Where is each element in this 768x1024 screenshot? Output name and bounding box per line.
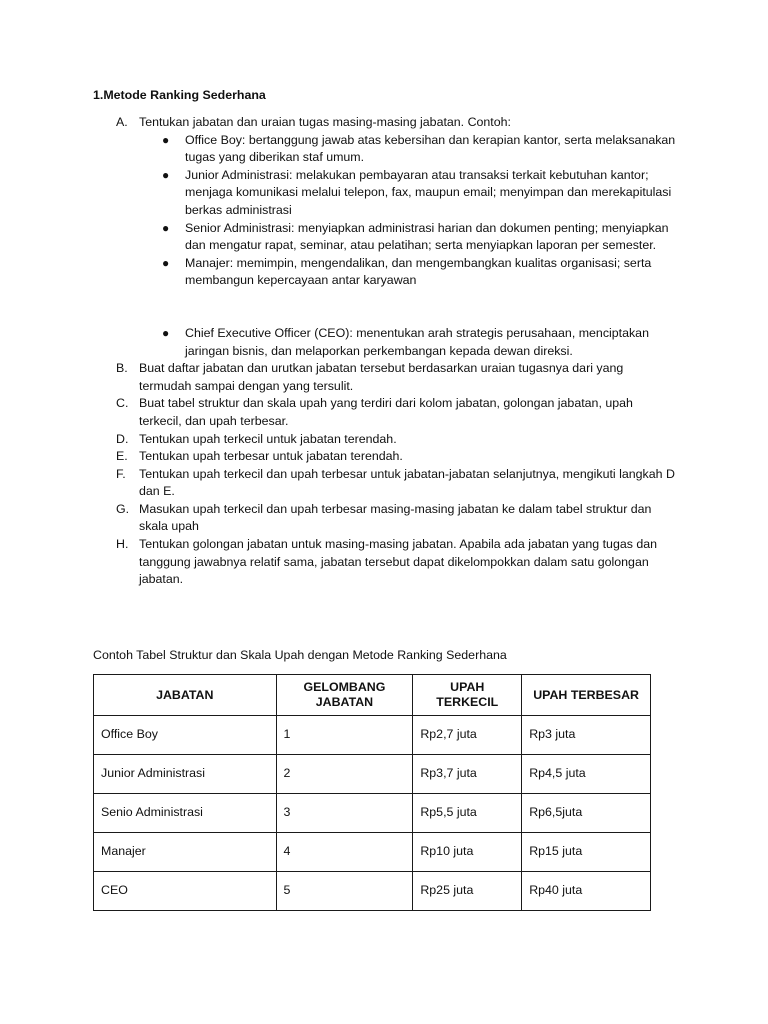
list-item <box>139 167 676 220</box>
table-cell: 1 <box>276 716 413 755</box>
table-cell: Rp2,7 juta <box>413 716 522 755</box>
column-header: UPAH TERKECIL <box>413 675 522 716</box>
table-cell: Rp10 juta <box>413 833 522 872</box>
table-cell: Rp3,7 juta <box>413 755 522 794</box>
section-heading: 1.Metode Ranking Sederhana <box>93 88 266 102</box>
step-c <box>116 395 676 430</box>
table-caption: Contoh Tabel Struktur dan Skala Upah dengan Metode Ranking Sederhana <box>93 648 507 662</box>
table-cell: CEO <box>94 872 277 911</box>
bullet-icon: ● <box>162 132 170 147</box>
bullet-icon: ● <box>162 167 170 182</box>
step-marker: C. <box>116 396 129 411</box>
table-row <box>94 872 651 911</box>
table-row <box>94 833 651 872</box>
step-f <box>116 466 676 501</box>
step-marker: H. <box>116 537 129 552</box>
step-marker: G. <box>116 501 130 516</box>
table-cell: Junior Administrasi <box>94 755 277 794</box>
table-row <box>94 716 651 755</box>
step-text: Buat tabel struktur dan skala upah yang terdiri dari kolom jabatan, golongan jabatan, upah terkecil, dan upah terbesar. <box>139 396 633 428</box>
bullet-icon: ● <box>162 220 170 235</box>
step-text: Tentukan upah terkecil untuk jabatan terendah. <box>139 431 397 446</box>
step-marker: E. <box>116 449 128 464</box>
step-marker: B. <box>116 361 128 376</box>
step-text: Tentukan upah terbesar untuk jabatan terendah. <box>139 449 403 464</box>
step-marker: A. <box>116 115 128 129</box>
step-a <box>116 114 676 360</box>
table-header-row <box>94 675 651 716</box>
table-cell: Rp15 juta <box>522 833 651 872</box>
bullet-icon: ● <box>162 325 170 340</box>
wage-scale-table <box>93 674 651 911</box>
step-e <box>116 448 676 466</box>
table-cell: 2 <box>276 755 413 794</box>
example-text: Senior Administrasi: menyiapkan administrasi harian dan dokumen penting; menyiapkan dan mengatur rapat, seminar, atau pelatihan; serta menyiapkan laporan per semester. <box>185 220 669 253</box>
table-cell: Manajer <box>94 833 277 872</box>
example-text: Manajer: memimpin, mengendalikan, dan mengembangkan kualitas organisasi; serta membangun kepercayaan antar karyawan <box>185 255 652 288</box>
example-text: Office Boy: bertanggung jawab atas kebersihan dan kerapian kantor, serta melaksanakan tugas yang diberikan staf umum. <box>185 132 676 165</box>
step-text: Tentukan upah terkecil dan upah terbesar untuk jabatan-jabatan selanjutnya, mengikuti langkah D dan E. <box>139 466 675 499</box>
bullet-icon: ● <box>162 255 170 270</box>
list-item <box>139 325 676 360</box>
list-item <box>139 220 676 255</box>
table-cell: Rp4,5 juta <box>522 755 651 794</box>
step-text: Masukan upah terkecil dan upah terbesar masing-masing jabatan ke dalam tabel struktur dan skala upah <box>139 501 652 534</box>
table-cell: Rp3 juta <box>522 716 651 755</box>
job-examples-list <box>139 132 676 361</box>
step-text: Buat daftar jabatan dan urutkan jabatan tersebut berdasarkan uraian tugasnya dari yang termudah sampai dengan yang tersulit. <box>139 361 624 393</box>
example-text: Chief Executive Officer (CEO): menentukan arah strategis perusahaan, menciptakan jaringan bisnis, dan melaporkan perkembangan kepada dewan direksi. <box>185 325 649 358</box>
step-b <box>116 360 676 395</box>
table-cell: Senio Administrasi <box>94 794 277 833</box>
table-cell: 3 <box>276 794 413 833</box>
steps-list <box>116 114 676 589</box>
step-marker: F. <box>116 466 126 481</box>
table-cell: Rp6,5juta <box>522 794 651 833</box>
table-row <box>94 755 651 794</box>
table-cell: Office Boy <box>94 716 277 755</box>
table-row <box>94 794 651 833</box>
table-cell: Rp25 juta <box>413 872 522 911</box>
list-item <box>139 132 676 167</box>
column-header: JABATAN <box>94 675 277 716</box>
column-header: UPAH TERBESAR <box>522 675 651 716</box>
example-text: Junior Administrasi: melakukan pembayaran atau transaksi terkait kebutuhan kantor; menjaga komunikasi melalui telepon, fax, maupun email; menyimpan dan merekapitulasi berkas administrasi <box>185 167 672 217</box>
column-header: GELOMBANG JABATAN <box>276 675 413 716</box>
table-cell: 5 <box>276 872 413 911</box>
step-g <box>116 501 676 536</box>
step-d <box>116 431 676 449</box>
table-cell: 4 <box>276 833 413 872</box>
step-marker: D. <box>116 431 129 446</box>
list-item <box>139 255 676 290</box>
step-h <box>116 536 676 589</box>
step-text: Tentukan jabatan dan uraian tugas masing-masing jabatan. Contoh: <box>139 115 511 129</box>
table-cell: Rp40 juta <box>522 872 651 911</box>
table-cell: Rp5,5 juta <box>413 794 522 833</box>
step-text: Tentukan golongan jabatan untuk masing-masing jabatan. Apabila ada jabatan yang tugas dan tanggung jawabnya relatif sama, jabatan tersebut dapat dikelompokkan dalam satu golongan jabatan. <box>139 537 658 587</box>
